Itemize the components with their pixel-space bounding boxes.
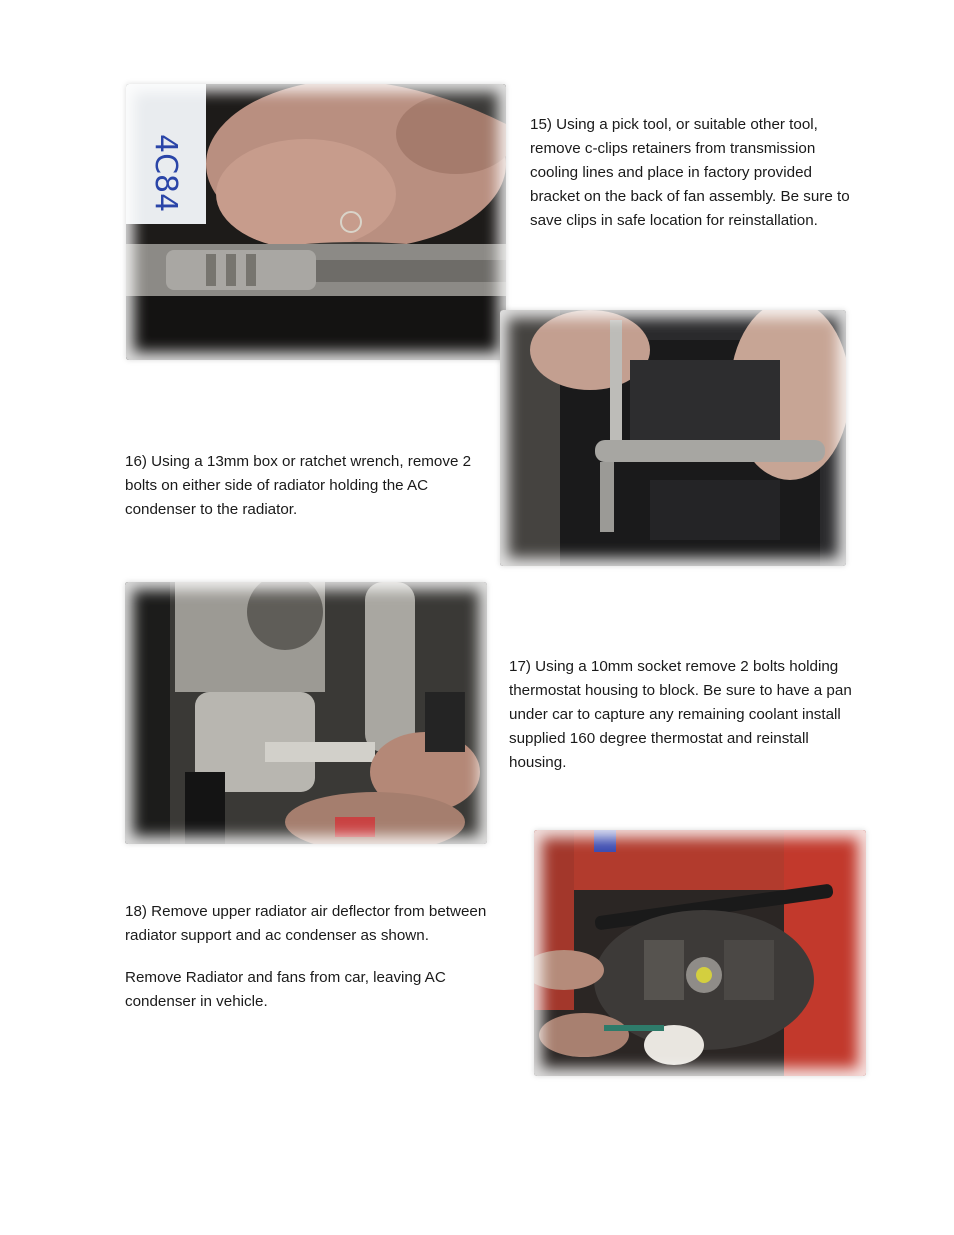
step-18-note: Remove Radiator and fans from car, leaving AC condenser in vehicle. xyxy=(125,969,446,1010)
step-15-text xyxy=(530,113,860,233)
step-17-text xyxy=(509,655,859,775)
photo-thermostat-housing xyxy=(125,582,487,844)
step-17-paragraph: 17) Using a 10mm socket remove 2 bolts holding thermostat housing to block. Be sure to have a pan under car to capture any remaining coolant install supplied 160 degree thermostat and reinstall housing. xyxy=(509,658,852,771)
photo-engine-bay xyxy=(534,830,866,1076)
step-15-paragraph: 15) Using a pick tool, or suitable other tool, remove c-clips retainers from transmission cooling lines and place in factory provided bracket on the back of fan assembly. Be sure to save clips in safe location for reinstallation. xyxy=(530,116,850,229)
photo-c-clip-removal xyxy=(126,84,506,360)
step-18-paragraph: 18) Remove upper radiator air deflector from between radiator support and ac condenser as shown. xyxy=(125,903,487,944)
step-16-text xyxy=(125,450,485,522)
step-16-paragraph: 16) Using a 13mm box or ratchet wrench, remove 2 bolts on either side of radiator holding the AC condenser to the radiator. xyxy=(125,453,472,518)
step-18-text xyxy=(125,900,515,1014)
photo-ac-condenser-bolts xyxy=(500,310,846,566)
label-tag-text: 4C84 xyxy=(148,134,183,213)
